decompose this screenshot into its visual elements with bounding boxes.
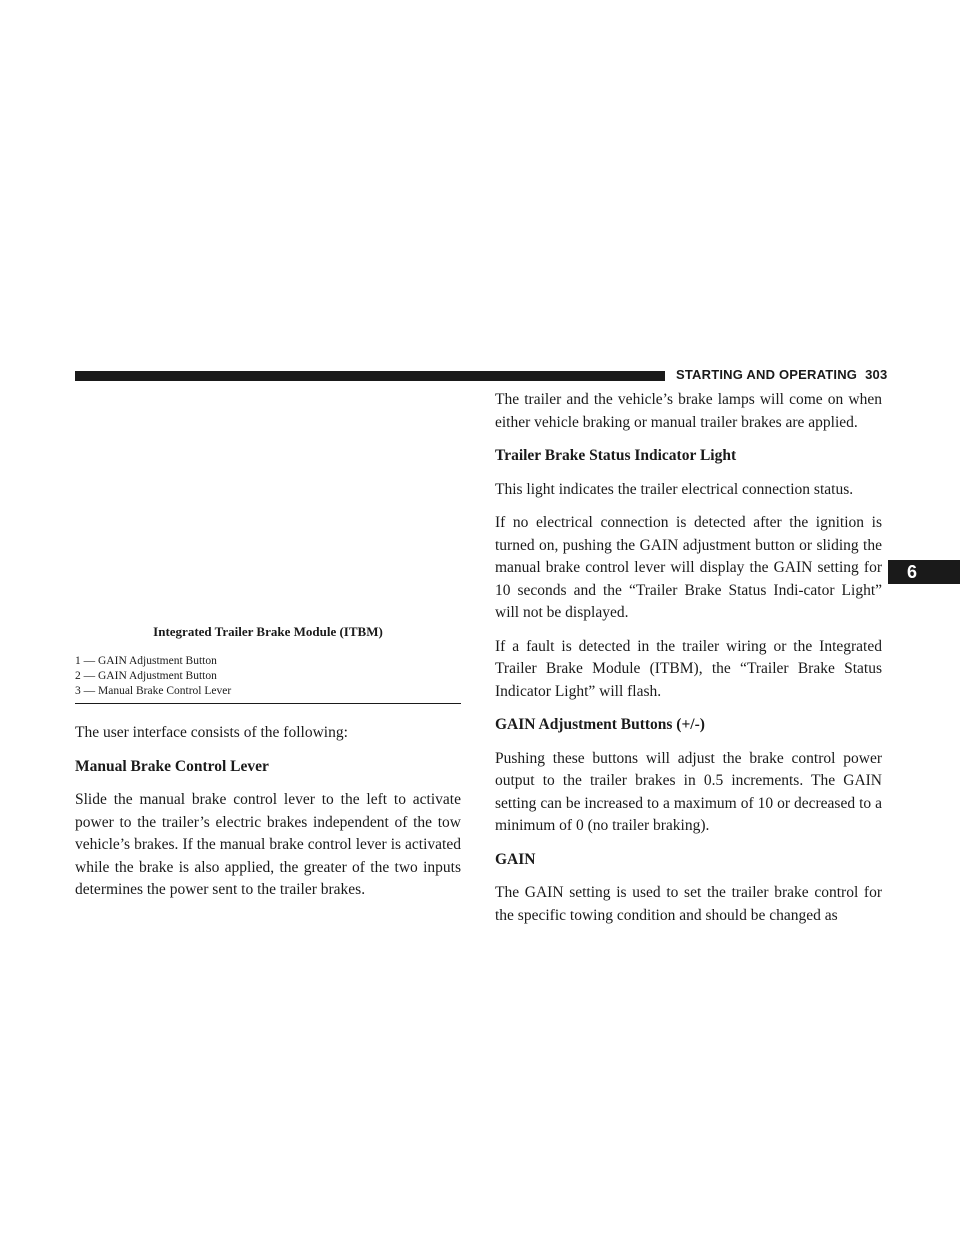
paragraph-gain-buttons: Pushing these buttons will adjust the brake control power output to the trailer brakes in 0.5 increments. The GAIN setting can be increased to a maximum of 10 or decreased to a minimum of 0 (no trailer braking). — [495, 749, 882, 834]
heading-status-indicator: Trailer Brake Status Indicator Light — [495, 447, 737, 464]
figure-caption: Integrated Trailer Brake Module (ITBM) — [153, 624, 383, 639]
legend-divider — [75, 703, 461, 704]
legend-item: 1 — GAIN Adjustment Button — [75, 655, 217, 667]
legend-item: 2 — GAIN Adjustment Button — [75, 670, 217, 682]
header-rule — [75, 371, 665, 381]
page-number: 303 — [865, 367, 888, 382]
heading-gain-buttons: GAIN Adjustment Buttons (+/-) — [495, 716, 705, 733]
paragraph-brake-lamps: The trailer and the vehicle’s brake lamps will come on when either vehicle braking or manual trailer brakes are applied. — [495, 391, 882, 431]
right-column — [495, 385, 882, 938]
figure-legend — [75, 654, 461, 699]
paragraph-status-indicator: This light indicates the trailer electrical connection status. — [495, 480, 854, 498]
heading-manual-brake-lever: Manual Brake Control Lever — [75, 757, 269, 775]
paragraph-manual-brake-lever: Slide the manual brake control lever to the left to activate power to the trailer’s electric brakes independent of the tow vehicle’s brakes. If the manual brake control lever is activated while the brake is also applied, the greater of the two inputs determines the power sent to the trailer brakes. — [75, 791, 461, 898]
paragraph-no-connection: If no electrical connection is detected after the ignition is turned on, pushing the GAIN adjustment button or sliding the manual brake control lever will display the GAIN setting for 10 seconds and the “Trailer Brake Status Indi-cator Light” will not be displayed. — [495, 514, 882, 621]
paragraph-gain: The GAIN setting is used to set the trailer brake control for the specific towing condition and should be changed as — [495, 884, 882, 924]
running-header — [676, 367, 896, 385]
intro-paragraph: The user interface consists of the following: — [75, 724, 348, 741]
left-column — [75, 618, 461, 913]
heading-gain: GAIN — [495, 850, 536, 868]
paragraph-fault: If a fault is detected in the trailer wiring or the Integrated Trailer Brake Module (ITBM), the “Trailer Brake Status Indicator Light” will flash. — [495, 637, 882, 700]
legend-item: 3 — Manual Brake Control Lever — [75, 685, 232, 697]
chapter-tab: 6 — [888, 560, 960, 584]
section-title: STARTING AND OPERATING — [676, 367, 858, 382]
